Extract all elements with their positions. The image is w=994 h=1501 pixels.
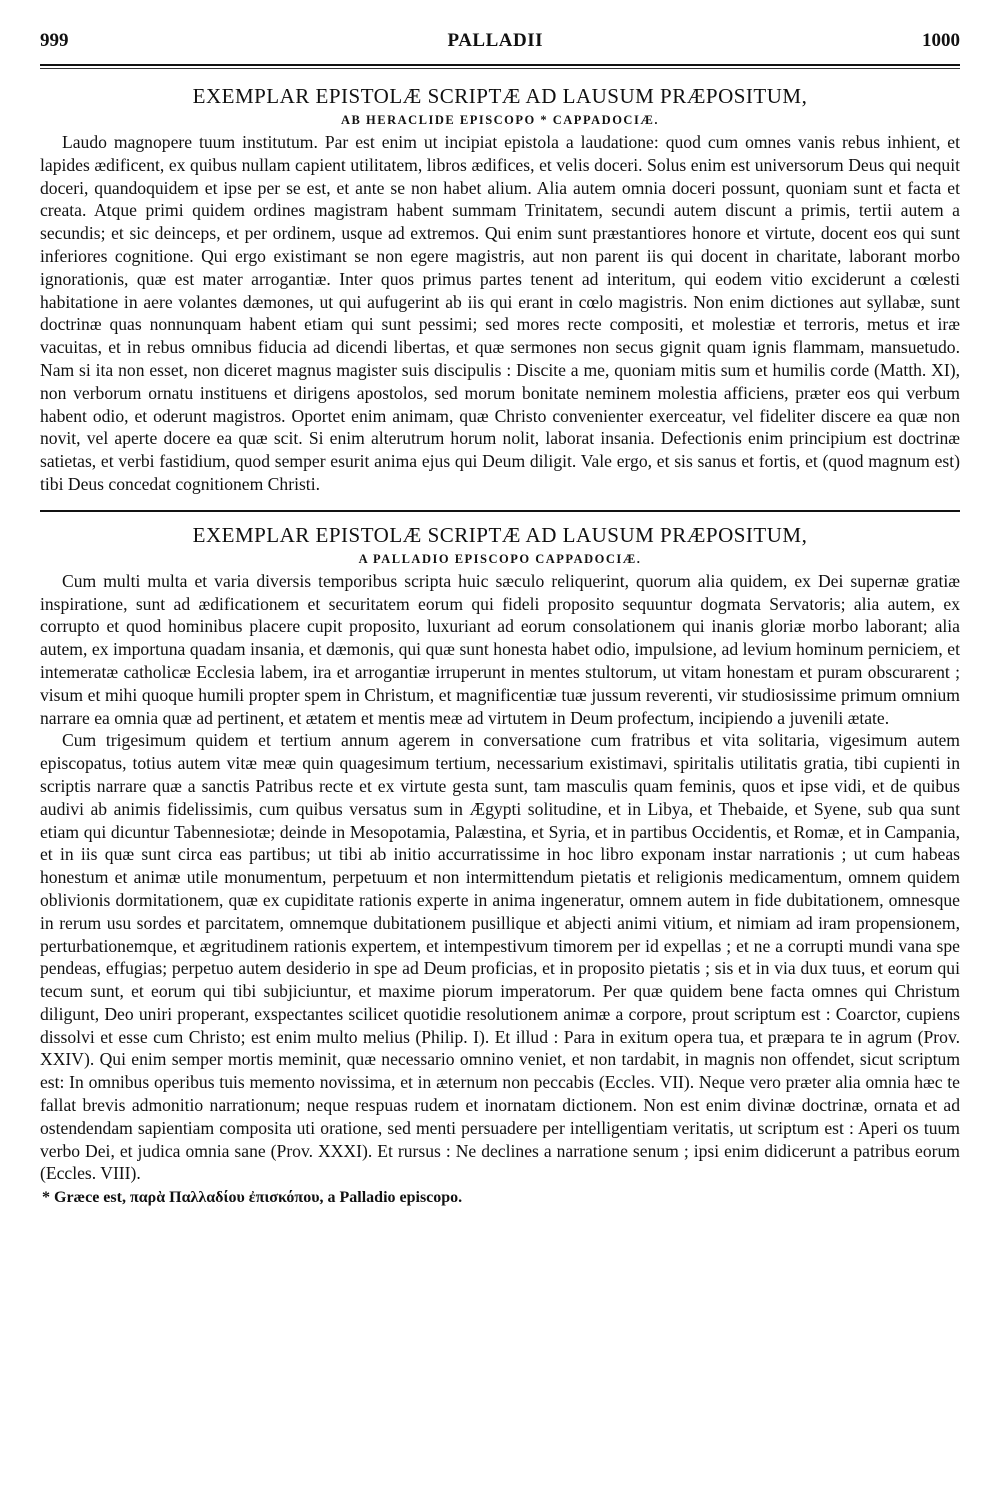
section-rule xyxy=(40,510,960,512)
section-palladius xyxy=(40,522,960,1186)
running-header xyxy=(40,30,960,64)
paragraph: Cum multi multa et varia diversis temporibus scripta huic sæculo reliquerint, quorum alia quidem, ex Dei supernæ gratiæ inspiratione, sunt ad ædificationem et securitatem eorum qui fideli proposito sequuntur dogmata Servatoris; alia autem, ex corrupto et quod hominibus placere cupit proposito, luxuriant ad eorum consolationem qui inanis gloriæ morbo laborant; alia autem, ex importuna quadam insania, et dæmonis, qui quæ sunt honesta habet odio, impulsione, ad levium hominum perniciem, et intemeratæ catholicæ Ecclesia labem, ira et arrogantiæ irruperunt in mentes stultorum, ut vitam honestam et puram obscurarent ; visum et mihi quoque humili propter spem in Christum, et magnificentiæ tuæ jussum reverenti, vir studiosissime primum omnium narrare ea omnia quæ ad pertinent, et ætatem et mentis meæ ad virtutem in Deum profectum, incipiendo a juvenili ætate. xyxy=(40,570,960,728)
section-subtitle: A PALLADIO EPISCOPO CAPPADOCIÆ. xyxy=(358,551,642,566)
paragraph: Laudo magnopere tuum institutum. Par est enim ut incipiat epistola a laudatione: quod cum omnes vanis rebus inhient, et lapides ædificent, ex quibus nullam capient utilitatem, libros ædifices, et velis doceri. Solus enim est universorum Deus qui nequit doceri, quandoquidem et ipse per se est, et ante se non habet alium. Alia autem omnia doceri possunt, quoniam sunt et facta et creata. Atque primi quidem ordines magistram habent summam Trinitatem, secundi autem discunt a primis, tertii autem a secundis; et sic deinceps, et per ordinem, usque ad extremos. Qui enim sunt præstantiores honore et virtute, docent eos qui sunt inferiores cognitione. Qui ergo existimant se non egere magistris, aut non parent iis qui docent in charitate, laborant morbo ignorationis, quæ est mater arrogantiæ. Inter quos primus partes tenent ad interitum, qui eodem vitio exciderunt a cœlesti habitatione in aere volantes dæmones, ut qui aufugerint ab iis qui erant in cœlo magistris. Non enim dictiones aut syllabæ, sunt doctrinæ quas nonnunquam habent etiam qui sunt pessimi; sed mores recte compositi, et molestiæ et terroris, metus et iræ vacuitas, et in rebus omnibus fiducia ad dicendi libertas, et quæ sermones non secus gignit quam ignis flammam, mansuetudo. Nam si ita non esset, non diceret magnus magister suis discipulis : Discite a me, quoniam mitis sum et humilis corde (Matth. XI), non verborum ornatu instituens et dirigens apostolos, sed morum bonitate neminem molestia afficiens, præter eos qui verbum habent odio, et oderunt magistros. Oportet enim animam, quæ Christo convenienter exerceatur, vel fideliter discere ea quæ non novit, vel aperte docere ea quæ scit. Si enim alterutrum horum nolit, laborat insania. Defectionis enim principium est doctrinæ satietas, et verbi fastidium, quod semper esurit anima ejus qui Deum diligit. Vale ergo, et sis sanus et fortis, et (quod magnum est) tibi Deus concedat cognitionem Christi. xyxy=(40,132,960,494)
left-page-number: 999 xyxy=(40,30,69,51)
header-rule xyxy=(40,64,960,66)
section-subtitle: AB HERACLIDE EPISCOPO * CAPPADOCIÆ. xyxy=(341,113,659,127)
section-heraclides xyxy=(40,83,960,496)
running-title: PALLADII xyxy=(447,30,543,51)
right-page-number: 1000 xyxy=(922,30,960,51)
page xyxy=(40,30,960,1209)
paragraph: Cum trigesimum quidem et tertium annum agerem in conversatione cum fratribus et vita solitaria, vigesimum autem episcopatus, totius autem vitæ meæ quin quagesimum tertium, necessarium existimavi, spiritalis utilitatis gratia, tibi cupienti in scriptis narrare quæ a sanctis Patribus recte et ex virtute gesta sunt, tam masculis quam feminis, quos et ipse vidi, et de quibus audivi ab animis fidelissimis, cum quibus versatus sum in Ægypti solitudine, et in Libya, et Thebaide, et Syene, sub qua sunt etiam qui dicuntur Tabennesiotæ; deinde in Mesopotamia, Palæstina, et Syria, et in partibus Occidentis, et Romæ, et in Campania, et in iis quæ sunt circa eas partibus; ut tibi ab initio accurratissime in hoc libro exponam instar narrationis ; ut cum habeas honestum et animæ utile monumentum, perpetuum et non intermittendum pietatis et religionis medicamentum, omnem quidem oblivionis dormitationem, quæ ex cupiditate rationis experte in anima ingeneratur, omnem autem in fide dubitationem, omnesque in rerum usu sordes et parcitatem, omnemque dubitationem pusillique et abjecti animi vitium, et nimiam ad iram propensionem, perturbationemque, et ægritudinem rationis expertem, et intempestivum timorem per id expellas ; et ne a corrupti mundi vana spe pendeas, effugias; perpetuo autem desiderio in spe ad Deum proficias, et in proposito pietatis ; sis et in via dux tuus, et eorum qui tecum sunt, et eorum qui tibi subjiciuntur, et maxime piorum imperatorum. Per quæ quidem bene facta omnes qui Christum diligunt, Deo uniri properant, exspectantes scilicet quotidie resolutionem animæ a corpore, prout scriptum est : Coarctor, cupiens dissolvi et esse cum Christo; est enim multo melius (Philip. I). Et illud : Para in exitum opera tua, et præpara te in agrum (Prov. XXIV). Qui enim semper mortis meminit, quæ necessario omnino veniet, et non tardabit, in magnis non offendet, sicut scriptum est: In omnibus operibus tuis memento novissima, et in æternum non peccabis (Eccles. VII). Neque vero præter alia omnia hæc te fallat brevis admonitio narrationum; neque respuas rudem et inornatam dictionem. Non est enim divinæ doctrinæ, ornata et ad ostendendam sapientiam composita uti oratione, sed menti persuadere per intelligentiam veritatis, ut scriptum est : Aperi os tuum verbo Dei, et judica omnia sane (Prov. XXXI). Et rursus : Ne declines a narratione senum ; ipsi enim didicerunt a patribus eorum (Eccles. VIII). xyxy=(40,730,960,1184)
section-title: EXEMPLAR EPISTOLÆ SCRIPTÆ AD LAUSUM PRÆPOSITUM, xyxy=(192,522,808,547)
header-rule-thin xyxy=(40,68,960,69)
section-title: EXEMPLAR EPISTOLÆ SCRIPTÆ AD LAUSUM PRÆPOSITUM, xyxy=(192,84,808,108)
footnote: * Græce est, παρὰ Παλλαδίου ἐπισκόπου, a Palladio episcopo. xyxy=(42,1189,463,1207)
